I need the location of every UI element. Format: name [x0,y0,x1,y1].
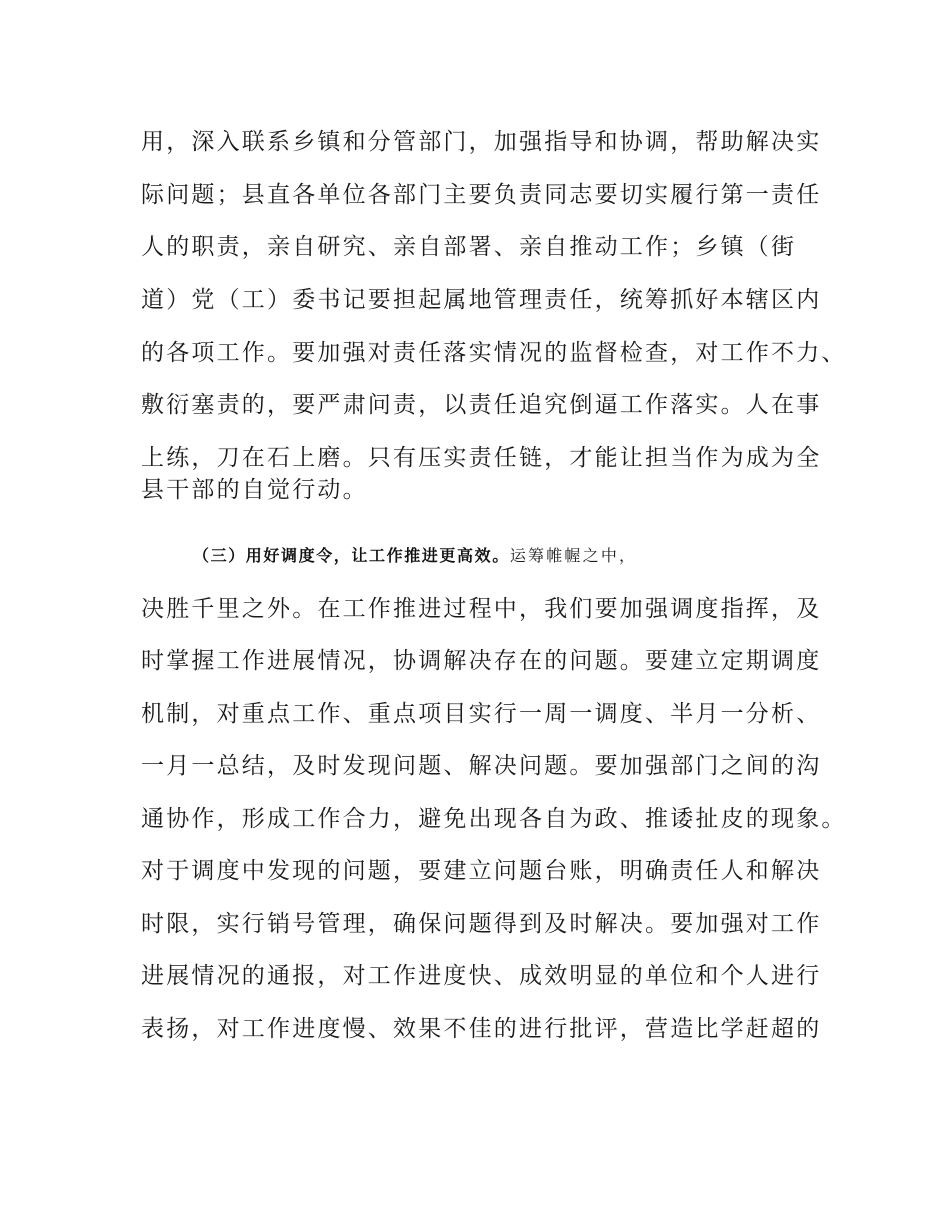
section-3-line-9: 进展情况的通报，对工作进度快、成效明显的单位和个人进行 [141,963,822,989]
paragraph-1-line-2: 际问题；县直各单位各部门主要负责同志要切实履行第一责任 [141,182,822,208]
paragraph-1-line-3: 人的职责，亲自研究、亲自部署、亲自推动工作；乡镇（街 [141,234,797,260]
paragraph-1-line-1: 用，深入联系乡镇和分管部门，加强指导和协调，帮助解决实 [141,129,822,155]
section-3-first-line [193,536,893,576]
section-3-line-8: 时限，实行销号管理，确保问题得到及时解决。要加强对工作 [141,911,822,937]
section-3-line-5: 一月一总结，及时发现问题、解决问题。要加强部门之间的沟 [141,753,822,779]
paragraph-1-line-6: 敷衍塞责的，要严肃问责，以责任追究倒逼工作落实。人在事 [141,392,822,418]
section-3-line-2: 决胜千里之外。在工作推进过程中，我们要加强调度指挥，及 [141,596,822,622]
section-3-line-10: 表扬，对工作进度慢、效果不佳的进行批评，营造比学赶超的 [141,1016,822,1042]
section-3-first-line-rest: 运筹帷幄之中， [509,546,638,565]
section-3-heading: （三）用好调度令，让工作推进更高效。 [193,546,510,565]
section-3-line-6: 通协作，形成工作合力，避免出现各自为政、推诿扯皮的现象。 [141,806,847,832]
paragraph-1-line-5: 的各项工作。要加强对责任落实情况的监督检查，对工作不力、 [141,340,847,366]
section-3-line-3: 时掌握工作进展情况，协调解决存在的问题。要建立定期调度 [141,648,822,674]
paragraph-1-line-8: 县干部的自觉行动。 [141,477,368,503]
section-3-line-4: 机制，对重点工作、重点项目实行一周一调度、半月一分析、 [141,701,822,727]
paragraph-1-line-7: 上练，刀在石上磨。只有压实责任链，才能让担当作为成为全 [141,445,822,471]
section-3-line-7: 对于调度中发现的问题，要建立问题台账，明确责任人和解决 [141,858,822,884]
paragraph-1-line-4: 道）党（工）委书记要担起属地管理责任，统筹抓好本辖区内 [141,287,822,313]
